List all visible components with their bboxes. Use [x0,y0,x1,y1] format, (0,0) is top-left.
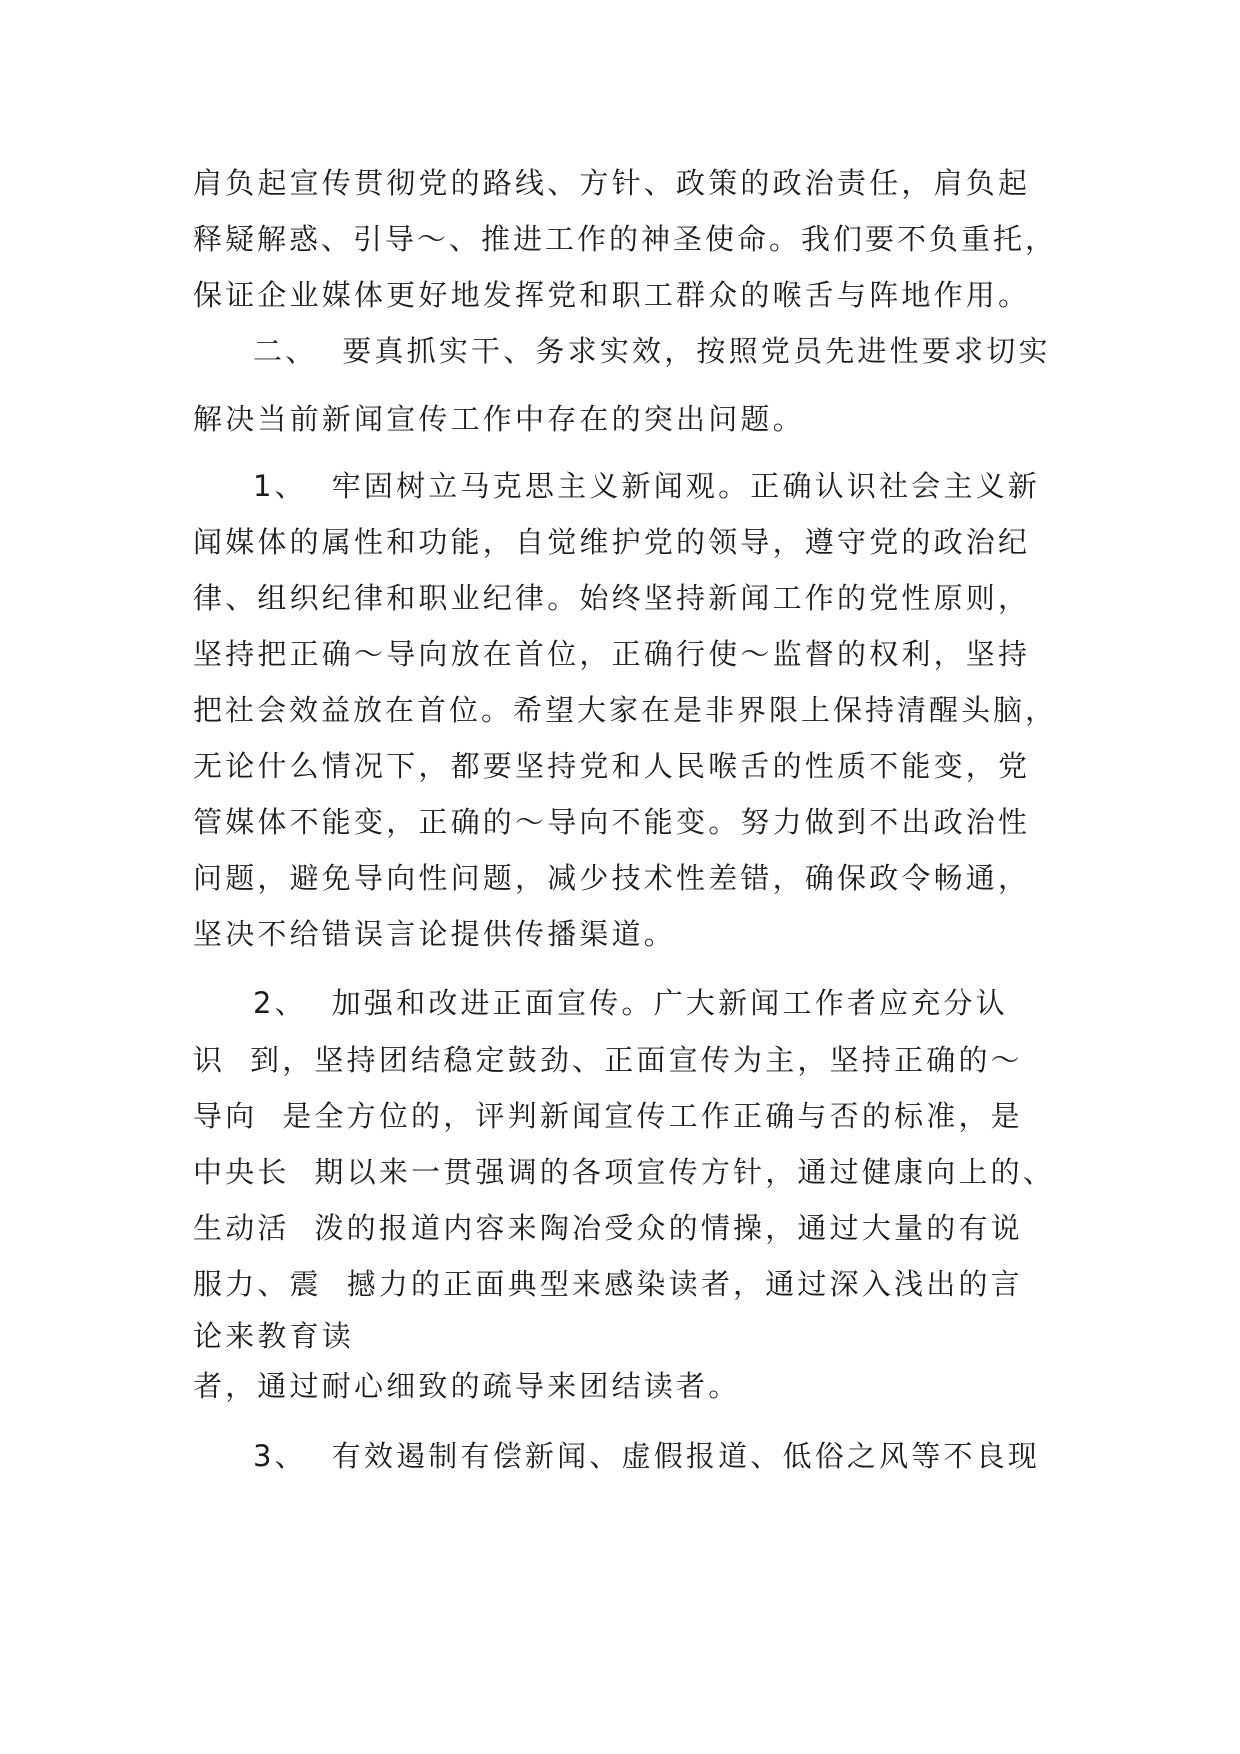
text-line: 者，通过耐心细致的疏导来团结读者。 [193,1369,741,1403]
text-line: 识 到，坚持团结稳定鼓劲、正面宣传为主，坚持正确的～ [193,1043,1023,1077]
text-line: 坚持把正确～导向放在首位，正确行使～监督的权利，坚持 [193,637,1031,671]
text-line: 保证企业媒体更好地发挥党和职工群众的喉舌与阵地作用。 [193,278,1031,312]
text-line: 无论什么情况下，都要坚持党和人民喉舌的性质不能变，党 [193,749,1031,783]
text-line: 坚决不给错误言论提供传播渠道。 [193,917,677,951]
text-line: 问题，避免导向性问题，减少技术性差错，确保政令畅通， [193,861,1031,895]
text-line: 生动活 泼的报道内容来陶冶受众的情操，通过大量的有说 [193,1211,1023,1245]
text-line: 释疑解惑、引导～、推进工作的神圣使命。我们要不负重托， [193,222,1058,256]
text-line: 闻媒体的属性和功能，自觉维护党的领导，遵守党的政治纪 [193,525,1031,559]
numbered-paragraph-2: 2、 加强和改进正面宣传。广大新闻工作者应充分认 [253,986,1008,1020]
text-line: 论来教育读 [193,1319,355,1353]
text-line: 律、组织纪律和职业纪律。始终坚持新闻工作的党性原则， [193,581,1031,615]
text-line: 肩负起宣传贯彻党的路线、方针、政策的政治责任，肩负起 [193,166,1031,200]
numbered-paragraph-3: 3、 有效遏制有偿新闻、虚假报道、低俗之风等不良现 [253,1439,1041,1473]
text-line: 中央长 期以来一贯强调的各项宣传方针，通过健康向上的、 [193,1155,1056,1189]
text-line: 管媒体不能变，正确的～导向不能变。努力做到不出政治性 [193,805,1031,839]
text-line: 服力、震 撼力的正面典型来感染读者，通过深入浅出的言 [193,1267,1023,1301]
text-line: 解决当前新闻宣传工作中存在的突出问题。 [193,402,805,436]
text-line: 导向 是全方位的，评判新闻宣传工作正确与否的标准，是 [193,1099,1023,1133]
section-heading: 二、 要真抓实干、务求实效，按照党员先进性要求切实 [253,334,1051,368]
text-line: 把社会效益放在首位。希望大家在是非界限上保持清醒头脑， [193,693,1058,727]
numbered-paragraph-1: 1、 牢固树立马克思主义新闻观。正确认识社会主义新 [253,469,1041,503]
